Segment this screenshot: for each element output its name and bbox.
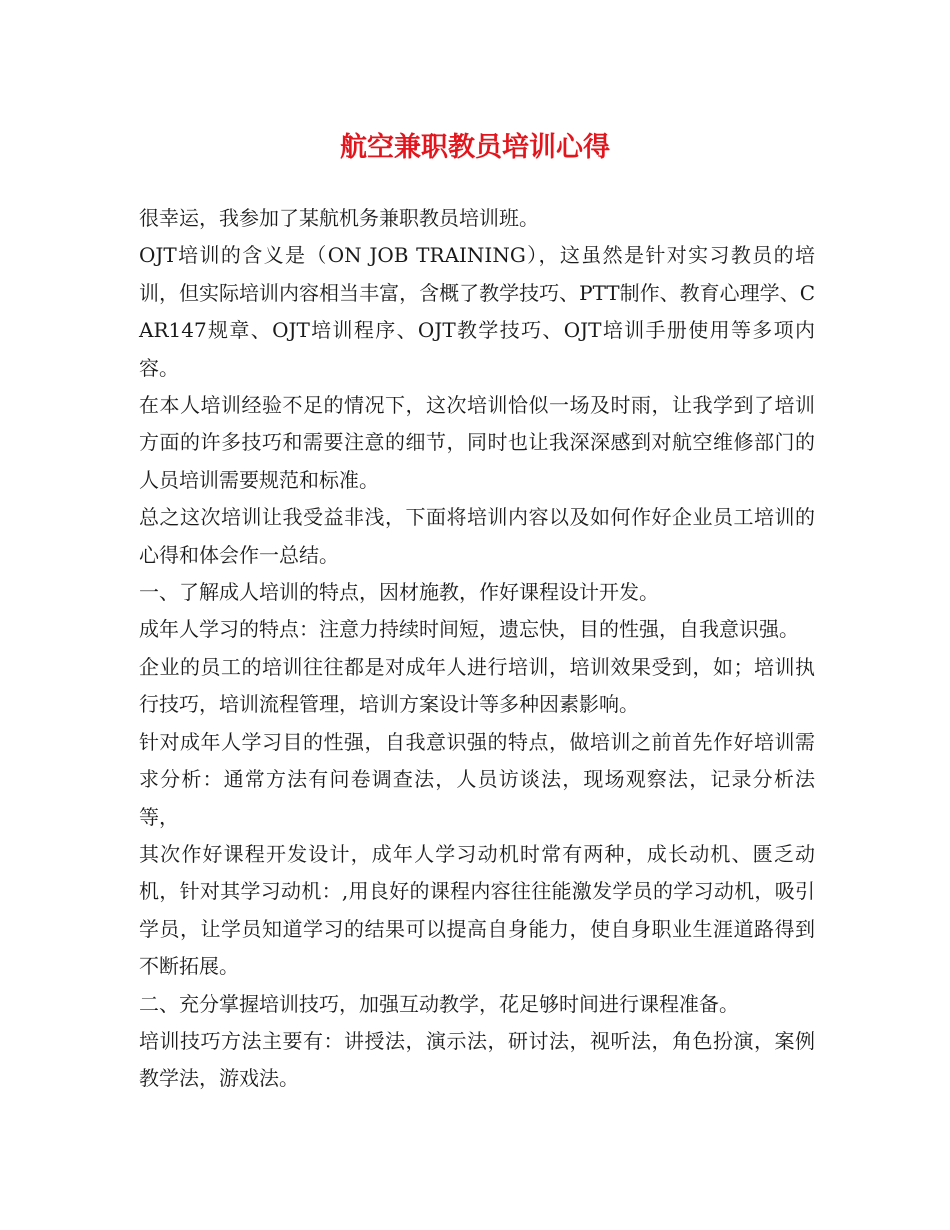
paragraph: 总之这次培训让我受益非浅，下面将培训内容以及如何作好企业员工培训的心得和体会作一总结。 bbox=[139, 505, 815, 567]
section-heading: 二、充分掌握培训技巧，加强互动教学，花足够时间进行课程准备。 bbox=[139, 991, 739, 1016]
paragraph: 针对成年人学习目的性强，自我意识强的特点，做培训之前首先作好培训需求分析：通常方法有问卷调查法，人员访谈法，现场观察法，记录分析法等， bbox=[139, 729, 815, 829]
paragraph: 企业的员工的培训往往都是对成年人进行培训，培训效果受到，如；培训执行技巧，培训流程管理，培训方案设计等多种因素影响。 bbox=[139, 654, 815, 717]
paragraph: 很幸运，我参加了某航机务兼职教员培训班。 bbox=[139, 206, 539, 230]
paragraph: 其次作好课程开发设计，成年人学习动机时常有两种，成长动机、匮乏动机，针对其学习动机：,用良好的课程内容往往能激发学员的学习动机，吸引学员，让学员知道学习的结果可以提高自身能力，使自身职业生涯道路得到不断拓展。 bbox=[139, 841, 815, 979]
paragraph: 在本人培训经验不足的情况下，这次培训恰似一场及时雨，让我学到了培训方面的许多技巧和需要注意的细节，同时也让我深深感到对航空维修部门的人员培训需要规范和标准。 bbox=[139, 393, 815, 492]
section-heading: 一、了解成人培训的特点，因材施教，作好课程设计开发。 bbox=[139, 580, 659, 605]
paragraph: 成年人学习的特点：注意力持续时间短，遗忘快，目的性强，自我意识强。 bbox=[139, 617, 799, 642]
paragraph: OJT培训的含义是（ON JOB TRAINING），这虽然是针对实习教员的培训，但实际培训内容相当丰富，含概了教学技巧、PTT制作、教育心理学、CAR147规章、OJT培训程序、OJT教学技巧、OJT培训手册使用等多项内容。 bbox=[139, 243, 815, 380]
document-title: 航空兼职教员培训心得 bbox=[340, 132, 610, 163]
document-body bbox=[139, 200, 815, 1098]
paragraph: 培训技巧方法主要有：讲授法，演示法，研讨法，视听法，角色扮演，案例教学法，游戏法。 bbox=[139, 1028, 815, 1091]
